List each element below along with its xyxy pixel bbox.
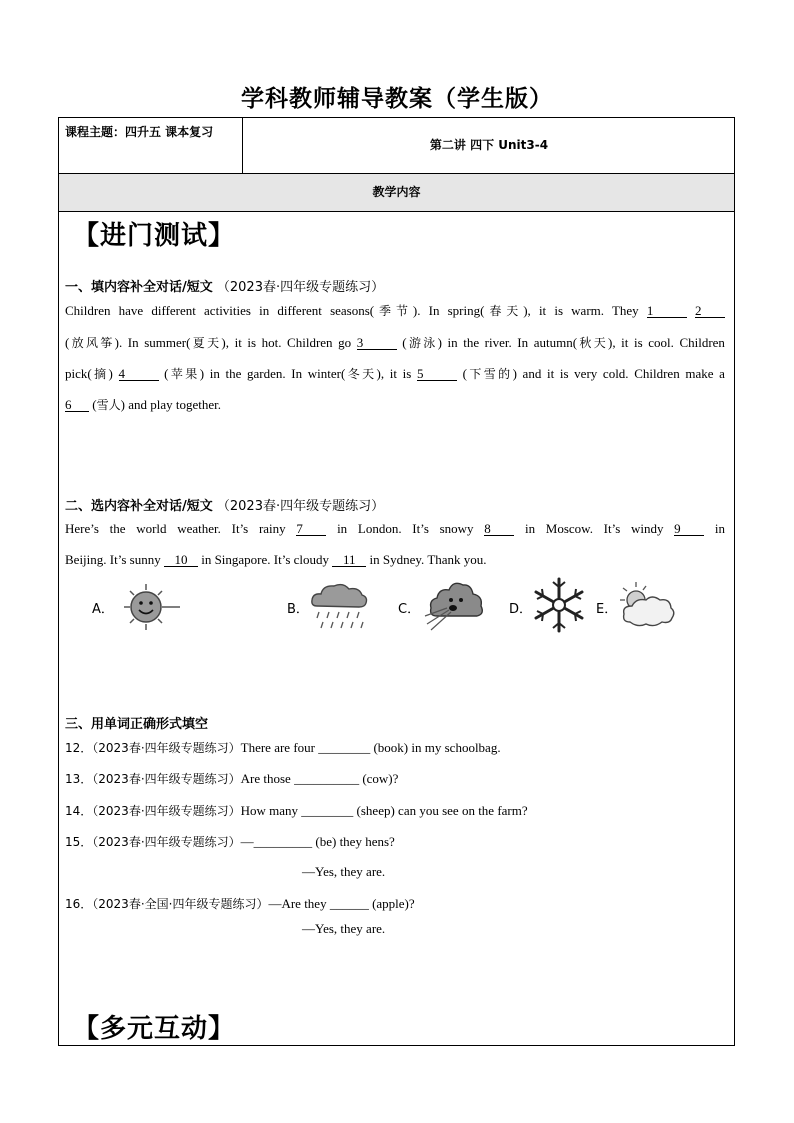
- option-b-label: B．: [287, 602, 309, 617]
- blank-5[interactable]: 5: [417, 367, 457, 381]
- question-15: 15．（2023春·四年级专题练习）—_________ (be) they hens?: [65, 834, 395, 849]
- part2-title: 二、选内容补全对话/短文 （2023春·四年级专题练习）: [65, 499, 385, 514]
- blank-1[interactable]: 1: [647, 304, 687, 318]
- blank-2[interactable]: 2: [695, 304, 725, 318]
- answer-16: —Yes, they are.: [302, 921, 386, 936]
- passage-line-1: Children have different activities in different seasons(季节). In spring(春天), it is warm. They 1 2: [65, 302, 725, 319]
- question-16: 16．（2023春·全国·四年级专题练习）—Are they ______ (apple)?: [65, 896, 415, 911]
- rain-cloud-icon: [309, 580, 369, 636]
- option-d-label: D．: [509, 602, 533, 617]
- content-label: 教学内容: [59, 174, 734, 212]
- wind-cloud-icon: [423, 576, 487, 634]
- blank-9[interactable]: 9: [674, 522, 704, 536]
- snowflake-icon: [530, 575, 588, 635]
- passage-line-4: 6 (雪人) and play together.: [65, 397, 221, 412]
- blank-4[interactable]: 4: [119, 367, 159, 381]
- cloud-sun-icon: [618, 580, 676, 632]
- blank-3[interactable]: 3: [357, 336, 397, 350]
- part3-title: 三、用单词正确形式填空: [65, 717, 209, 732]
- blank-6[interactable]: 6: [65, 398, 89, 412]
- section-heading-entry-test: 【进门测试】: [73, 221, 236, 251]
- option-e-label: E．: [596, 602, 618, 617]
- blank-8[interactable]: 8: [484, 522, 514, 536]
- header-row: [59, 118, 734, 174]
- option-a-label: A．: [92, 602, 114, 617]
- passage-line-2: (放风筝). In summer(夏天), it is hot. Children go 3 (游泳) in the river. In autumn(秋天), it is cool. Children: [65, 335, 725, 350]
- page-title: 学科教师辅导教案（学生版）: [241, 86, 553, 112]
- blank-11[interactable]: 11: [332, 553, 366, 567]
- option-c-label: C．: [398, 602, 421, 617]
- part1-title: 一、填内容补全对话/短文 （2023春·四年级专题练习）: [65, 280, 385, 295]
- passage-line-3: pick(摘) 4 (苹果) in the garden. In winter(冬天), it is 5 (下雪的) and it is very cold. Children make a: [65, 366, 725, 381]
- question-13: 13．（2023春·四年级专题练习）Are those __________ (cow)?: [65, 771, 399, 786]
- sun-icon: [118, 582, 182, 632]
- section-heading-interaction: 【多元互动】: [73, 1014, 236, 1044]
- question-14: 14．（2023春·四年级专题练习）How many ________ (sheep) can you see on the farm?: [65, 803, 528, 818]
- weather-line-1: Here’s the world weather. It’s rainy 7 in London. It’s snowy 8 in Moscow. It’s windy 9 in: [65, 521, 725, 536]
- blank-10[interactable]: 10: [164, 553, 198, 567]
- weather-line-2: Beijing. It’s sunny 10 in Singapore. It’s cloudy 11 in Sydney. Thank you.: [65, 552, 487, 567]
- topic-label: 课程主题：四升五 课本复习: [59, 118, 243, 173]
- question-12: 12．（2023春·四年级专题练习）There are four ________ (book) in my schoolbag.: [65, 740, 501, 755]
- blank-7[interactable]: 7: [296, 522, 326, 536]
- lesson-label: 第二讲 四下 Unit3-4: [429, 138, 549, 152]
- answer-15: —Yes, they are.: [302, 864, 386, 879]
